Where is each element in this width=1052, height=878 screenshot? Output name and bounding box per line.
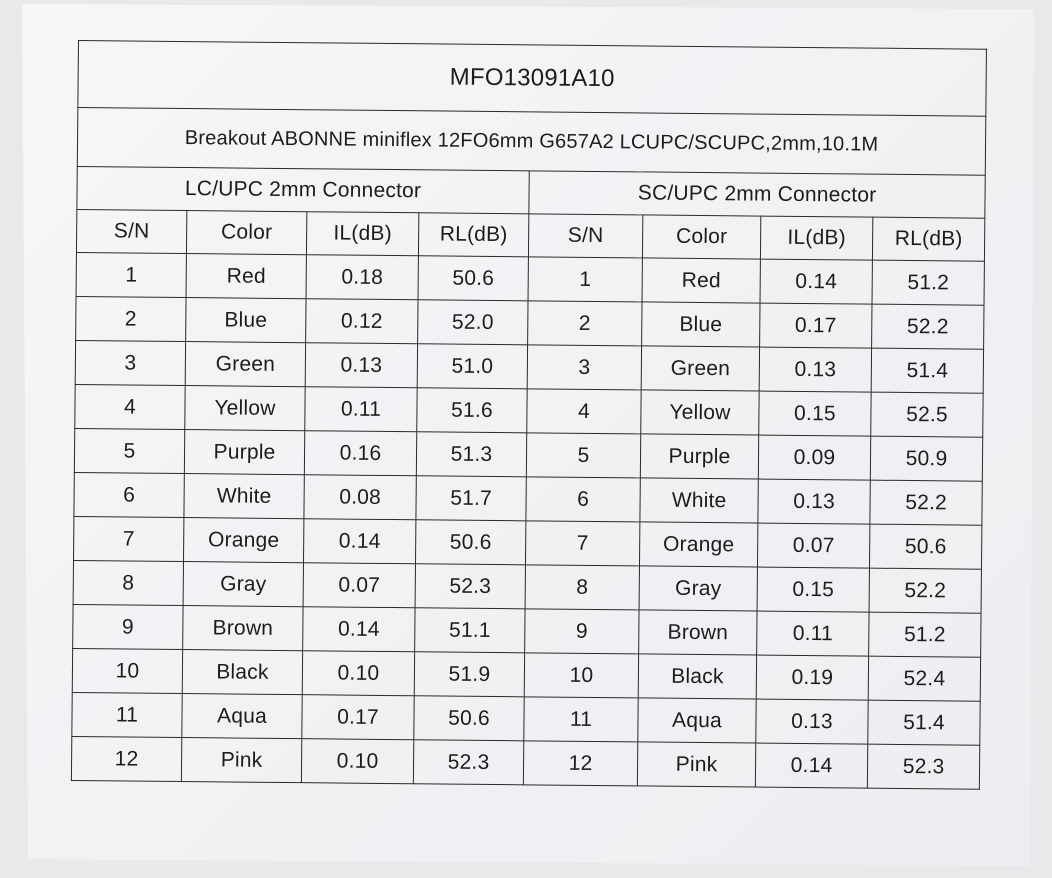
lc-color-cell: Yellow <box>185 386 305 431</box>
sc-il-header: IL(dB) <box>760 216 872 260</box>
lc-rl-cell: 51.9 <box>414 652 524 697</box>
sc-rl-cell: 51.2 <box>869 612 982 657</box>
lc-color-cell: Aqua <box>182 694 302 739</box>
sc-color-header: Color <box>642 215 760 259</box>
lc-sn-cell: 11 <box>72 692 182 737</box>
sc-sn-cell: 2 <box>528 301 642 346</box>
sc-color-cell: Blue <box>642 302 760 347</box>
sc-sn-cell: 5 <box>526 433 640 478</box>
sc-sn-cell: 9 <box>525 609 639 654</box>
sc-color-cell: Pink <box>637 742 755 787</box>
lc-connector-group-header: LC/UPC 2mm Connector <box>77 166 529 213</box>
lc-il-cell: 0.14 <box>303 607 415 652</box>
sc-rl-header: RL(dB) <box>872 217 985 261</box>
lc-sn-cell: 2 <box>76 296 186 341</box>
lc-rl-cell: 51.7 <box>416 476 526 521</box>
test-report <box>71 40 986 790</box>
sc-rl-cell: 52.2 <box>872 304 985 349</box>
lc-color-header: Color <box>186 211 306 255</box>
sc-rl-cell: 52.2 <box>870 480 983 525</box>
measurement-rows <box>71 252 984 789</box>
sc-rl-cell: 50.9 <box>870 436 983 481</box>
lc-color-cell: Pink <box>181 738 301 783</box>
lc-il-cell: 0.17 <box>302 695 414 740</box>
sc-rl-cell: 51.2 <box>872 260 985 305</box>
lc-il-cell: 0.12 <box>306 299 418 344</box>
lc-il-header: IL(dB) <box>306 212 418 256</box>
lc-il-cell: 0.14 <box>303 519 415 564</box>
lc-il-cell: 0.16 <box>304 431 416 476</box>
sc-sn-cell: 8 <box>525 565 639 610</box>
sc-sn-cell: 6 <box>526 477 640 522</box>
lc-sn-cell: 1 <box>76 252 186 297</box>
sc-sn-header: S/N <box>528 214 642 258</box>
lc-rl-cell: 50.6 <box>414 696 524 741</box>
sc-sn-cell: 10 <box>524 653 638 698</box>
sc-il-cell: 0.11 <box>757 611 869 656</box>
lc-color-cell: Orange <box>183 518 303 563</box>
sc-rl-cell: 50.6 <box>869 524 982 569</box>
lc-sn-cell: 9 <box>73 604 183 649</box>
sc-rl-cell: 52.4 <box>868 656 981 701</box>
sc-sn-cell: 11 <box>524 697 638 742</box>
sc-color-cell: White <box>640 478 758 523</box>
sc-il-cell: 0.07 <box>757 523 869 568</box>
sc-il-cell: 0.19 <box>756 655 868 700</box>
sc-il-cell: 0.15 <box>759 391 871 436</box>
sc-il-cell: 0.14 <box>755 743 867 788</box>
sc-sn-cell: 3 <box>527 345 641 390</box>
lc-color-cell: Red <box>186 254 306 299</box>
sc-rl-cell: 51.4 <box>871 348 984 393</box>
sc-sn-cell: 1 <box>528 257 642 302</box>
lc-color-cell: Brown <box>183 606 303 651</box>
sc-color-cell: Green <box>641 346 759 391</box>
sc-color-cell: Orange <box>639 522 757 567</box>
sc-color-cell: Black <box>638 654 756 699</box>
lc-sn-header: S/N <box>76 209 186 253</box>
lc-color-cell: Green <box>185 342 305 387</box>
lc-sn-cell: 12 <box>71 736 181 781</box>
sc-il-cell: 0.09 <box>758 435 870 480</box>
sc-il-cell: 0.13 <box>756 699 868 744</box>
lc-sn-cell: 7 <box>74 516 184 561</box>
sc-il-cell: 0.14 <box>760 259 872 304</box>
sc-rl-cell: 52.2 <box>869 568 982 613</box>
test-report-table <box>71 40 987 790</box>
sc-connector-group-header: SC/UPC 2mm Connector <box>529 171 985 218</box>
sc-sn-cell: 7 <box>525 521 639 566</box>
sc-color-cell: Red <box>642 258 760 303</box>
lc-rl-cell: 51.3 <box>416 432 526 477</box>
lc-sn-cell: 10 <box>72 648 182 693</box>
lc-color-cell: Purple <box>184 430 304 475</box>
sc-il-cell: 0.17 <box>760 303 872 348</box>
lc-color-cell: Black <box>182 650 302 695</box>
sc-color-cell: Gray <box>639 566 757 611</box>
table-row <box>71 736 979 789</box>
lc-il-cell: 0.10 <box>302 651 414 696</box>
lc-rl-cell: 51.1 <box>415 608 525 653</box>
sc-rl-cell: 52.5 <box>871 392 984 437</box>
lc-rl-cell: 52.3 <box>415 564 525 609</box>
lc-color-cell: Blue <box>186 298 306 343</box>
lc-il-cell: 0.18 <box>306 255 418 300</box>
sc-color-cell: Aqua <box>638 698 756 743</box>
sc-color-cell: Yellow <box>641 390 759 435</box>
lc-rl-cell: 50.6 <box>415 520 525 565</box>
sc-color-cell: Purple <box>640 434 758 479</box>
lc-il-cell: 0.08 <box>304 475 416 520</box>
lc-rl-cell: 52.3 <box>413 740 523 785</box>
lc-sn-cell: 8 <box>73 560 183 605</box>
lc-sn-cell: 4 <box>75 384 185 429</box>
lc-rl-cell: 50.6 <box>418 256 528 301</box>
lc-rl-cell: 51.0 <box>417 344 527 389</box>
lc-rl-cell: 52.0 <box>418 300 528 345</box>
sc-rl-cell: 52.3 <box>867 744 980 789</box>
sc-il-cell: 0.15 <box>757 567 869 612</box>
sc-rl-cell: 51.4 <box>868 700 981 745</box>
lc-il-cell: 0.13 <box>305 343 417 388</box>
sc-il-cell: 0.13 <box>759 347 871 392</box>
lc-il-cell: 0.10 <box>301 739 413 784</box>
sc-color-cell: Brown <box>639 610 757 655</box>
lc-color-cell: White <box>184 474 304 519</box>
lc-il-cell: 0.07 <box>303 563 415 608</box>
lc-sn-cell: 5 <box>74 428 184 473</box>
lc-sn-cell: 6 <box>74 472 184 517</box>
product-description: Breakout ABONNE miniflex 12FO6mm G657A2 LCUPC/SCUPC,2mm,10.1M <box>77 108 986 176</box>
sc-il-cell: 0.13 <box>758 479 870 524</box>
lc-color-cell: Gray <box>183 562 303 607</box>
lc-rl-header: RL(dB) <box>418 213 528 257</box>
lc-il-cell: 0.11 <box>305 387 417 432</box>
lc-sn-cell: 3 <box>75 340 185 385</box>
sc-sn-cell: 4 <box>527 389 641 434</box>
report-title: MFO13091A10 <box>78 41 987 117</box>
sc-sn-cell: 12 <box>523 741 637 786</box>
lc-rl-cell: 51.6 <box>417 388 527 433</box>
